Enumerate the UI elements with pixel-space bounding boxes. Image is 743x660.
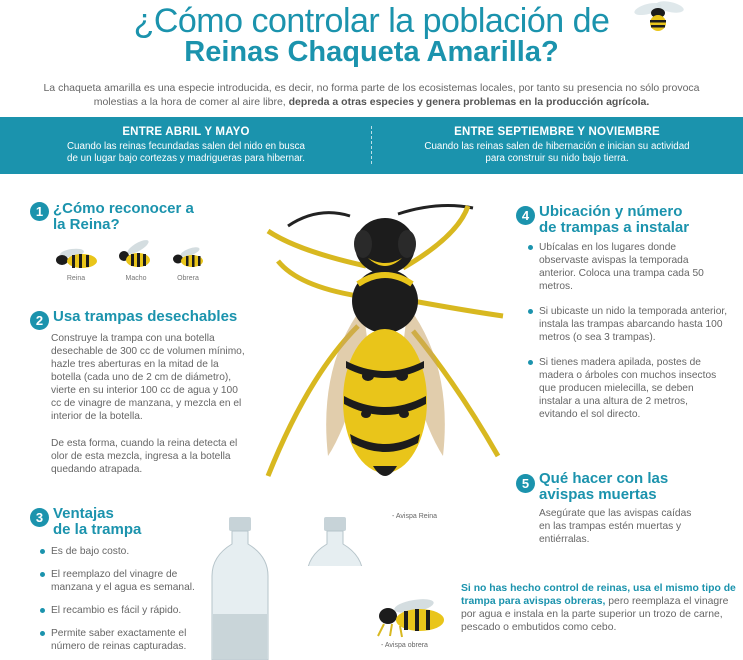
worker-wasp-text (461, 582, 743, 634)
season-text-line: de un lugar bajo cortezas y madrigueras para hibernar. (67, 153, 305, 164)
step-number-5: 5 (516, 474, 535, 493)
section1-title (53, 201, 213, 233)
section2-paragraph-2: De esta forma, cuando la reina detecta el olor de esta mezcla, ingresa a la botella quedando atrapada. (51, 438, 238, 475)
season-heading: ENTRE SEPTIEMBRE Y NOVIEMBRE (454, 126, 660, 138)
page-title-line2: Reinas Chaqueta Amarilla? (184, 36, 559, 68)
queen-wasp-illustration (258, 196, 508, 516)
male-wasp-icon (114, 240, 154, 272)
queen-wasp-icon (52, 246, 100, 272)
list-item: El recambio es fácil y rápido. (40, 604, 200, 617)
section2-title: Usa trampas desechables (53, 308, 238, 325)
season-text-line: Cuando las reinas salen de hibernación e inician su actividad (424, 141, 690, 152)
wasp-caption: Obrera (177, 275, 199, 282)
season-text-line: Cuando las reinas fecundadas salen del nido en busca (66, 141, 305, 152)
section3-bullet-list (40, 545, 200, 653)
list-item: Si ubicaste un nido la temporada anterior, instala las trampas abarcando hasta 100 metros (o sea 3 trampas). (528, 305, 728, 344)
section-title-line: Qué hacer con las (539, 470, 669, 487)
section2-paragraph-1: Construye la trampa con una botella desechable de 300 cc de volumen mínimo, hazle tres aberturas en la mitad de la botella (cada uno de 2 cm de diámetro), vierte en su interior 100 cc de agua y 100 cc de vinagre de manzana, y mezcla en el interior de la botella. (51, 333, 245, 422)
list-item: Es de bajo costo. (40, 545, 200, 558)
intro-text: La chaqueta amarilla es una especie introducida, es decir, no forma parte de los ecosistemas locales, por tanto su presencia no sólo provoca molestias a la hora de comer al aire libre, (43, 82, 700, 108)
season-april-may (0, 126, 372, 165)
section5-text: Asegúrate que las avispas caídas en las trampas estén muertas y entiérralas. (539, 508, 692, 545)
section5-title (539, 471, 739, 503)
section3-title (53, 506, 193, 538)
list-item: Si tienes madera apilada, postes de madera o árboles con muchos insectos que producen mielecilla, se deben instalar a una altura de 2 metros, evitando el sol directo. (528, 356, 728, 421)
worker-wasp-body: pero reemplaza el vinagre por agua e instala en la parte superior un trozo de carne, pescado o embutidos como cebo. (461, 596, 729, 633)
worker-wasp-emphasis: Si no has hecho control de reinas, usa el mismo tipo de trampa para avispas obreras, (461, 583, 736, 607)
wasp-caption: Macho (125, 275, 147, 282)
worker-wasp-icon (170, 245, 206, 271)
list-item: Permite saber exactamente el número de reinas capturadas. (40, 627, 200, 653)
step-number-1: 1 (30, 202, 49, 221)
section-title-line: avispas muertas (539, 486, 657, 503)
section-title-line: la Reina? (53, 216, 120, 233)
step-number-3: 3 (30, 508, 49, 527)
wasp-icon (634, 0, 686, 32)
section4-bullet-list (528, 241, 728, 421)
section-title-line: Ventajas (53, 505, 114, 522)
intro-paragraph (30, 81, 713, 109)
section-title-line: de trampas a instalar (539, 219, 690, 236)
list-item: El reemplazo del vinagre de manzana y el agua es semanal. (40, 568, 200, 594)
section-title-line: Ubicación y número (539, 203, 683, 220)
step-number-4: 4 (516, 206, 535, 225)
season-heading: ENTRE ABRIL Y MAYO (122, 126, 250, 138)
list-item: Ubícalas en los lugares donde observaste avispas la temporada anterior. Coloca una trampa cada 50 metros. (528, 241, 728, 293)
season-sept-nov (371, 126, 743, 165)
section-title-line: de la trampa (53, 521, 142, 538)
worker-wasp-caption: - Avispa obrera (381, 642, 428, 649)
step-number-2: 2 (30, 311, 49, 330)
section4-title (539, 204, 739, 236)
season-text-line: para construir su nido bajo tierra. (485, 153, 629, 164)
season-text (371, 141, 743, 165)
season-band (0, 117, 743, 174)
season-text (0, 141, 372, 165)
section-title-line: ¿Cómo reconocer a (53, 200, 194, 217)
queen-wasp-caption: - Avispa Reina (392, 513, 438, 520)
wasp-caption: Reina (66, 275, 86, 282)
page-title-line1: ¿Cómo controlar la población de (133, 2, 610, 40)
worker-wasp-illustration (374, 596, 452, 638)
intro-bold-text: depreda a otras especies y genera problemas en la producción agrícola. (288, 96, 650, 108)
